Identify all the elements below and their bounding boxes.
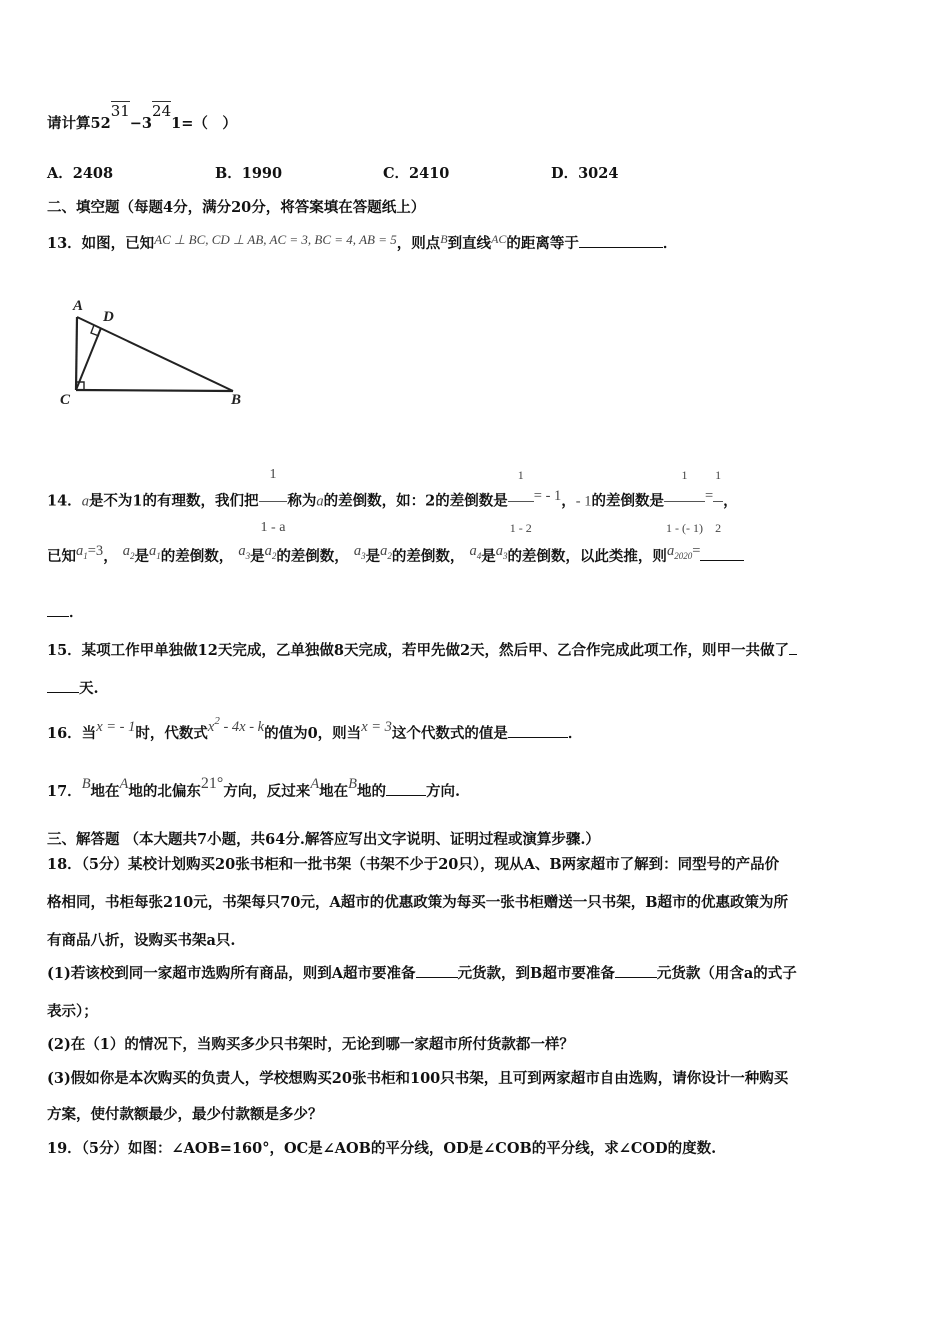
segment-cd xyxy=(76,328,101,390)
label-b: B xyxy=(231,392,242,408)
q12-suffix: 1=（ ） xyxy=(171,115,237,132)
q12-a: 52 xyxy=(90,115,111,132)
q12-options xyxy=(47,162,719,183)
q14-of-last: 的差倒数，以此类推，则 xyxy=(507,548,667,565)
label-c: C xyxy=(60,392,71,408)
q14-frac1-den: 1 - a xyxy=(260,520,286,535)
q18-part1-text-c: 元货款（用含a的式子 xyxy=(656,965,797,982)
q14-is1: 是 xyxy=(134,548,149,565)
q14-frac-definition xyxy=(259,449,288,554)
q14-a3-sub: 3 xyxy=(245,551,251,561)
q14-text3: 的差倒数，如：2的差倒数是 xyxy=(323,492,508,510)
q15-answer-blank-cont[interactable] xyxy=(47,680,79,693)
q14-a3b-sub: 3 xyxy=(361,551,366,561)
q13-condition: AC ⊥ BC, CD ⊥ AB, AC = 3, BC = 4, AB = 5 xyxy=(154,232,397,247)
q14-line1 xyxy=(47,449,738,554)
q14-a2-ref2: a xyxy=(380,543,388,559)
q14-frac3-den: 1 - (- 1) xyxy=(666,521,703,535)
q14-line2 xyxy=(47,545,744,566)
q14-eq4: = xyxy=(692,543,701,559)
q14-a4: a xyxy=(469,543,477,559)
label-d: D xyxy=(103,309,114,325)
q18-line4 xyxy=(47,962,797,983)
q14-text4: 的差倒数是 xyxy=(591,492,664,510)
q18-line8: 方案，使付款额最少，最少付款额是多少？ xyxy=(47,1106,323,1123)
q14-frac-result xyxy=(713,449,723,554)
q18-part1-text-a: (1)若该校到同一家超市选购所有商品，则到A超市要准备 xyxy=(47,965,416,982)
q14-a1: a xyxy=(76,543,84,559)
q14-a3: a xyxy=(238,543,246,559)
q14-a2-ref-sub: 2 xyxy=(271,551,277,561)
q17-a: A xyxy=(119,776,129,792)
segment-cb xyxy=(76,390,233,391)
q16-exp: 2 xyxy=(214,715,220,727)
q14-is3: 是 xyxy=(365,548,381,565)
q16-cond2: x = 3 xyxy=(361,719,392,735)
q14-comma3: ， xyxy=(103,548,118,565)
q14-end: ． xyxy=(69,604,84,621)
q17-prefix: 17． xyxy=(47,783,82,800)
q16-end: ． xyxy=(567,725,583,742)
q14-frac4-den: 2 xyxy=(715,521,722,535)
q12-option-b: B．1990 xyxy=(215,165,283,182)
q17-answer-blank[interactable] xyxy=(386,783,426,796)
q17-a2: A xyxy=(310,776,320,792)
q15-answer-blank[interactable] xyxy=(789,642,797,655)
q12-prefix: 请计算 xyxy=(47,115,91,132)
q12-option-a: A．2408 xyxy=(47,165,114,182)
q15-end: 天. xyxy=(79,680,99,697)
q16-prefix: 16．当 xyxy=(47,725,97,742)
q19-line1: 19．（5分）如图：∠AOB=160°，OC是∠AOB的平分线，OD是∠COB的平分线，求∠COD的度数. xyxy=(47,1140,717,1157)
q17-text2: 地的北偏东 xyxy=(128,783,201,800)
q14-a3-ref: a xyxy=(495,543,503,559)
q14-frac1-num: 1 xyxy=(259,449,288,502)
q14-of1: 的差倒数， xyxy=(160,548,234,565)
q13-stem xyxy=(47,232,677,253)
q14-a1-sub: 1 xyxy=(83,551,88,561)
q12-b-over: 24 xyxy=(152,102,172,120)
q14-frac2-den: 1 - 2 xyxy=(509,521,532,535)
q14-eq1: = - 1 xyxy=(533,487,562,504)
q15-text: 15．某项工作甲单独做12天完成，乙单独做8天完成，若甲先做2天，然后甲、乙合作完成此项工作，则甲一共做了 xyxy=(47,642,790,659)
q14-number: 14． xyxy=(47,492,82,510)
q17-text4: 地在 xyxy=(319,783,349,800)
q18-line2: 格相同，书柜每张210元，书架每只70元，A超市的优惠政策为每买一张书柜赠送一只书架，B超市的优惠政策为所 xyxy=(47,894,788,911)
q14-a3-ref-sub: 3 xyxy=(502,551,508,561)
q14-of3: 的差倒数， xyxy=(391,548,465,565)
q12-stem xyxy=(47,102,237,133)
q18-line5: 表示）； xyxy=(47,1003,98,1020)
q14-frac2-num: 1 xyxy=(508,449,534,502)
q18-blank-b[interactable] xyxy=(615,965,657,978)
q12-option-d: D．3024 xyxy=(551,165,619,182)
q15-line1 xyxy=(47,639,797,660)
q13-answer-blank[interactable] xyxy=(579,235,663,248)
q13-end: ． xyxy=(662,235,678,252)
q14-var-a2: a xyxy=(316,493,324,510)
q18-line1: 18．（5分）某校计划购买20张书柜和一批书架（书架不少于20只），现从A、B两家超市了解到：同型号的产品价 xyxy=(47,856,780,873)
q14-frac4-num: 1 xyxy=(713,449,723,502)
q14-comma1: ， xyxy=(561,492,576,510)
q13-prefix: 13．如图，已知 xyxy=(47,235,155,252)
q14-answer-blank-cont[interactable] xyxy=(47,604,69,617)
q16-cond1: x = - 1 xyxy=(96,719,136,735)
q13-point: B xyxy=(440,232,448,246)
q16-text2: 的值为0，则当 xyxy=(264,725,362,742)
q14-a4-sub: 4 xyxy=(476,551,482,561)
q17-stem xyxy=(47,775,461,801)
q14-a2: a xyxy=(122,543,130,559)
section3-heading: 三、解答题 （本大题共7小题，共64分.解答应写出文字说明、证明过程或演算步骤.） xyxy=(47,831,600,848)
q14-eq3: =3 xyxy=(87,543,104,559)
q12-a-over: 31 xyxy=(110,102,130,120)
q13-mid2: 到直线 xyxy=(447,235,492,252)
q14-comma2: ， xyxy=(723,492,738,510)
q17-text5: 地的 xyxy=(357,783,387,800)
triangle-figure xyxy=(55,290,255,415)
q14-frac3-num: 1 xyxy=(664,449,705,502)
q14-frac-example2 xyxy=(664,449,705,554)
q16-stem xyxy=(47,715,583,743)
q18-line6: (2)在（1）的情况下，当购买多少只书架时，无论到哪一家超市所付货款都一样？ xyxy=(47,1036,574,1053)
q16-poly: - 4x - k xyxy=(219,719,265,735)
q16-text3: 这个代数式的值是 xyxy=(391,725,508,742)
q14-a2020: a xyxy=(666,543,675,559)
q14-var-a: a xyxy=(81,493,89,510)
q12-option-c: C．2410 xyxy=(383,165,450,182)
q13-mid: ，则点 xyxy=(396,235,441,252)
q17-b2: B xyxy=(348,776,358,792)
q17-end: 方向. xyxy=(426,783,461,800)
q14-neg1: - 1 xyxy=(575,493,592,510)
q13-suffix: 的距离等于 xyxy=(506,235,579,252)
q14-is4: 是 xyxy=(481,548,496,565)
q18-line3: 有商品八折，设购买书架a只. xyxy=(47,932,236,949)
q12-minus: −3 xyxy=(129,115,153,132)
q14-a3b: a xyxy=(353,543,362,559)
q14-a2020-sub: 2020 xyxy=(674,551,693,561)
q16-text1: 时，代数式 xyxy=(135,725,208,742)
q14-a2-sub: 2 xyxy=(130,551,135,561)
segment-ac xyxy=(76,317,77,390)
q14-eq2: = xyxy=(704,487,714,504)
q14-known: 已知 xyxy=(47,548,76,565)
q16-x: x xyxy=(207,719,215,735)
q14-a2-ref2-sub: 2 xyxy=(387,551,392,561)
q17-text3: 方向，反过来 xyxy=(223,783,311,800)
q14-answer-blank[interactable] xyxy=(700,548,744,561)
q18-blank-a[interactable] xyxy=(416,965,458,978)
q14-of2: 的差倒数， xyxy=(276,548,349,565)
q14-a1-ref: a xyxy=(149,543,157,559)
q17-b: B xyxy=(81,776,91,792)
section2-heading: 二、填空题（每题4分，满分20分，将答案填在答题纸上） xyxy=(47,199,426,216)
q14-line3 xyxy=(47,601,84,622)
q14-a2-ref: a xyxy=(264,543,272,559)
q18-line7: (3)假如你是本次购买的负责人，学校想购买20张书柜和100只书架，且可到两家超市自由选购，请你设计一种购买 xyxy=(47,1070,789,1087)
q14-a1-ref-sub: 1 xyxy=(156,551,161,561)
q14-is2: 是 xyxy=(250,548,265,565)
label-a: A xyxy=(73,298,84,314)
q16-answer-blank[interactable] xyxy=(508,725,568,738)
q15-line2 xyxy=(47,677,99,698)
q14-text2: 称为 xyxy=(287,492,317,510)
q13-line: AC xyxy=(491,232,507,246)
q14-frac-example1 xyxy=(508,449,534,554)
q14-text1: 是不为1的有理数，我们把 xyxy=(88,492,259,510)
q17-angle: 21° xyxy=(200,775,224,792)
q17-text1: 地在 xyxy=(90,783,120,800)
q18-part1-text-b: 元货款，到B超市要准备 xyxy=(457,965,615,982)
